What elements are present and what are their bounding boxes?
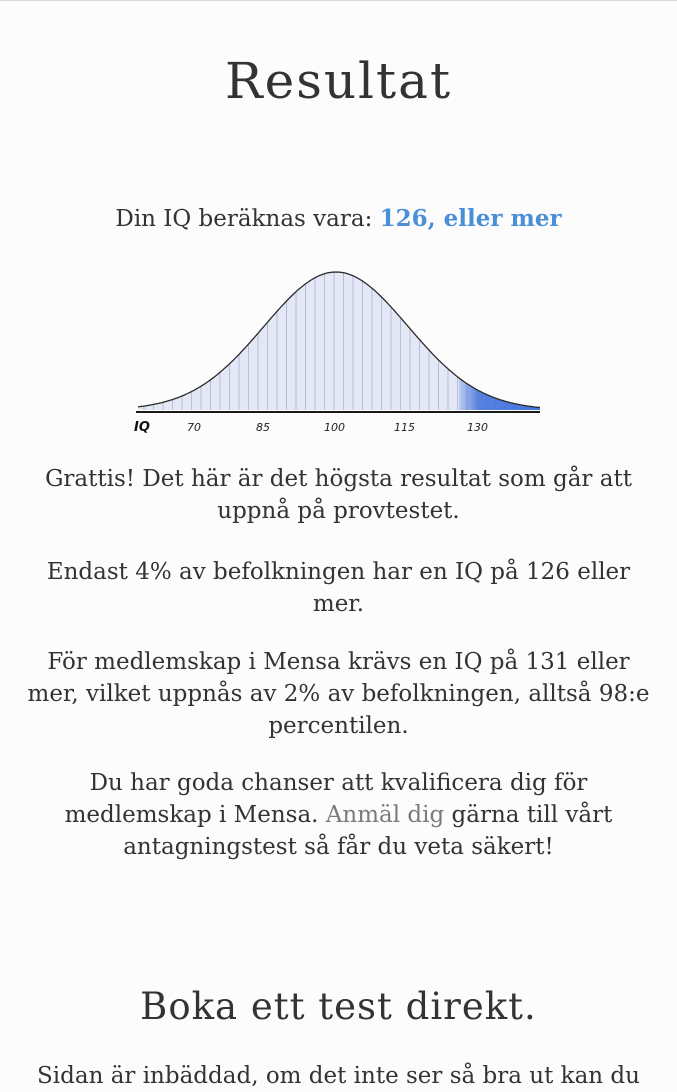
qualify-paragraph bbox=[20, 767, 657, 863]
bell-curve-area bbox=[138, 272, 540, 410]
tick-label-115: 115 bbox=[394, 421, 415, 434]
tick-label-130: 130 bbox=[467, 421, 488, 434]
mensa-requirement-paragraph: För medlemskap i Mensa krävs en IQ på 131 eller mer, vilket uppnås av 2% av befolkningen, alltså 98:e percentilen. bbox=[27, 649, 650, 739]
embedded-page-notice: Sidan är inbäddad, om det inte ser så bra ut kan du bbox=[37, 1063, 640, 1089]
iq-axis-label: IQ bbox=[134, 420, 150, 435]
congrats-paragraph: Grattis! Det här är det högsta resultat som går att uppnå på provtestet. bbox=[45, 466, 632, 524]
qualify-text-end: gärna till vårt antagningstest så får du veta säkert! bbox=[123, 802, 613, 860]
iq-result-line bbox=[0, 202, 677, 236]
tick-label-100: 100 bbox=[324, 421, 345, 434]
qualify-text-start: Du har goda chanser att kvalificera dig för medlemskap i Mensa. bbox=[64, 770, 588, 828]
iq-result-value: 126, eller mer bbox=[379, 205, 562, 232]
tick-label-70: 70 bbox=[187, 421, 201, 434]
iq-distribution-graphic bbox=[132, 262, 544, 438]
percentage-paragraph: Endast 4% av befolkningen har en IQ på 126 eller mer. bbox=[46, 559, 631, 617]
booking-heading: Boka ett test direkt. bbox=[140, 985, 537, 1028]
page-title: Resultat bbox=[224, 52, 453, 110]
iq-result-prefix: Din IQ beräknas vara: bbox=[115, 206, 373, 232]
top-divider bbox=[0, 0, 677, 1]
register-link[interactable]: Anmäl dig bbox=[325, 802, 445, 828]
tick-label-85: 85 bbox=[256, 421, 270, 434]
iq-bell-curve-image bbox=[132, 262, 544, 438]
